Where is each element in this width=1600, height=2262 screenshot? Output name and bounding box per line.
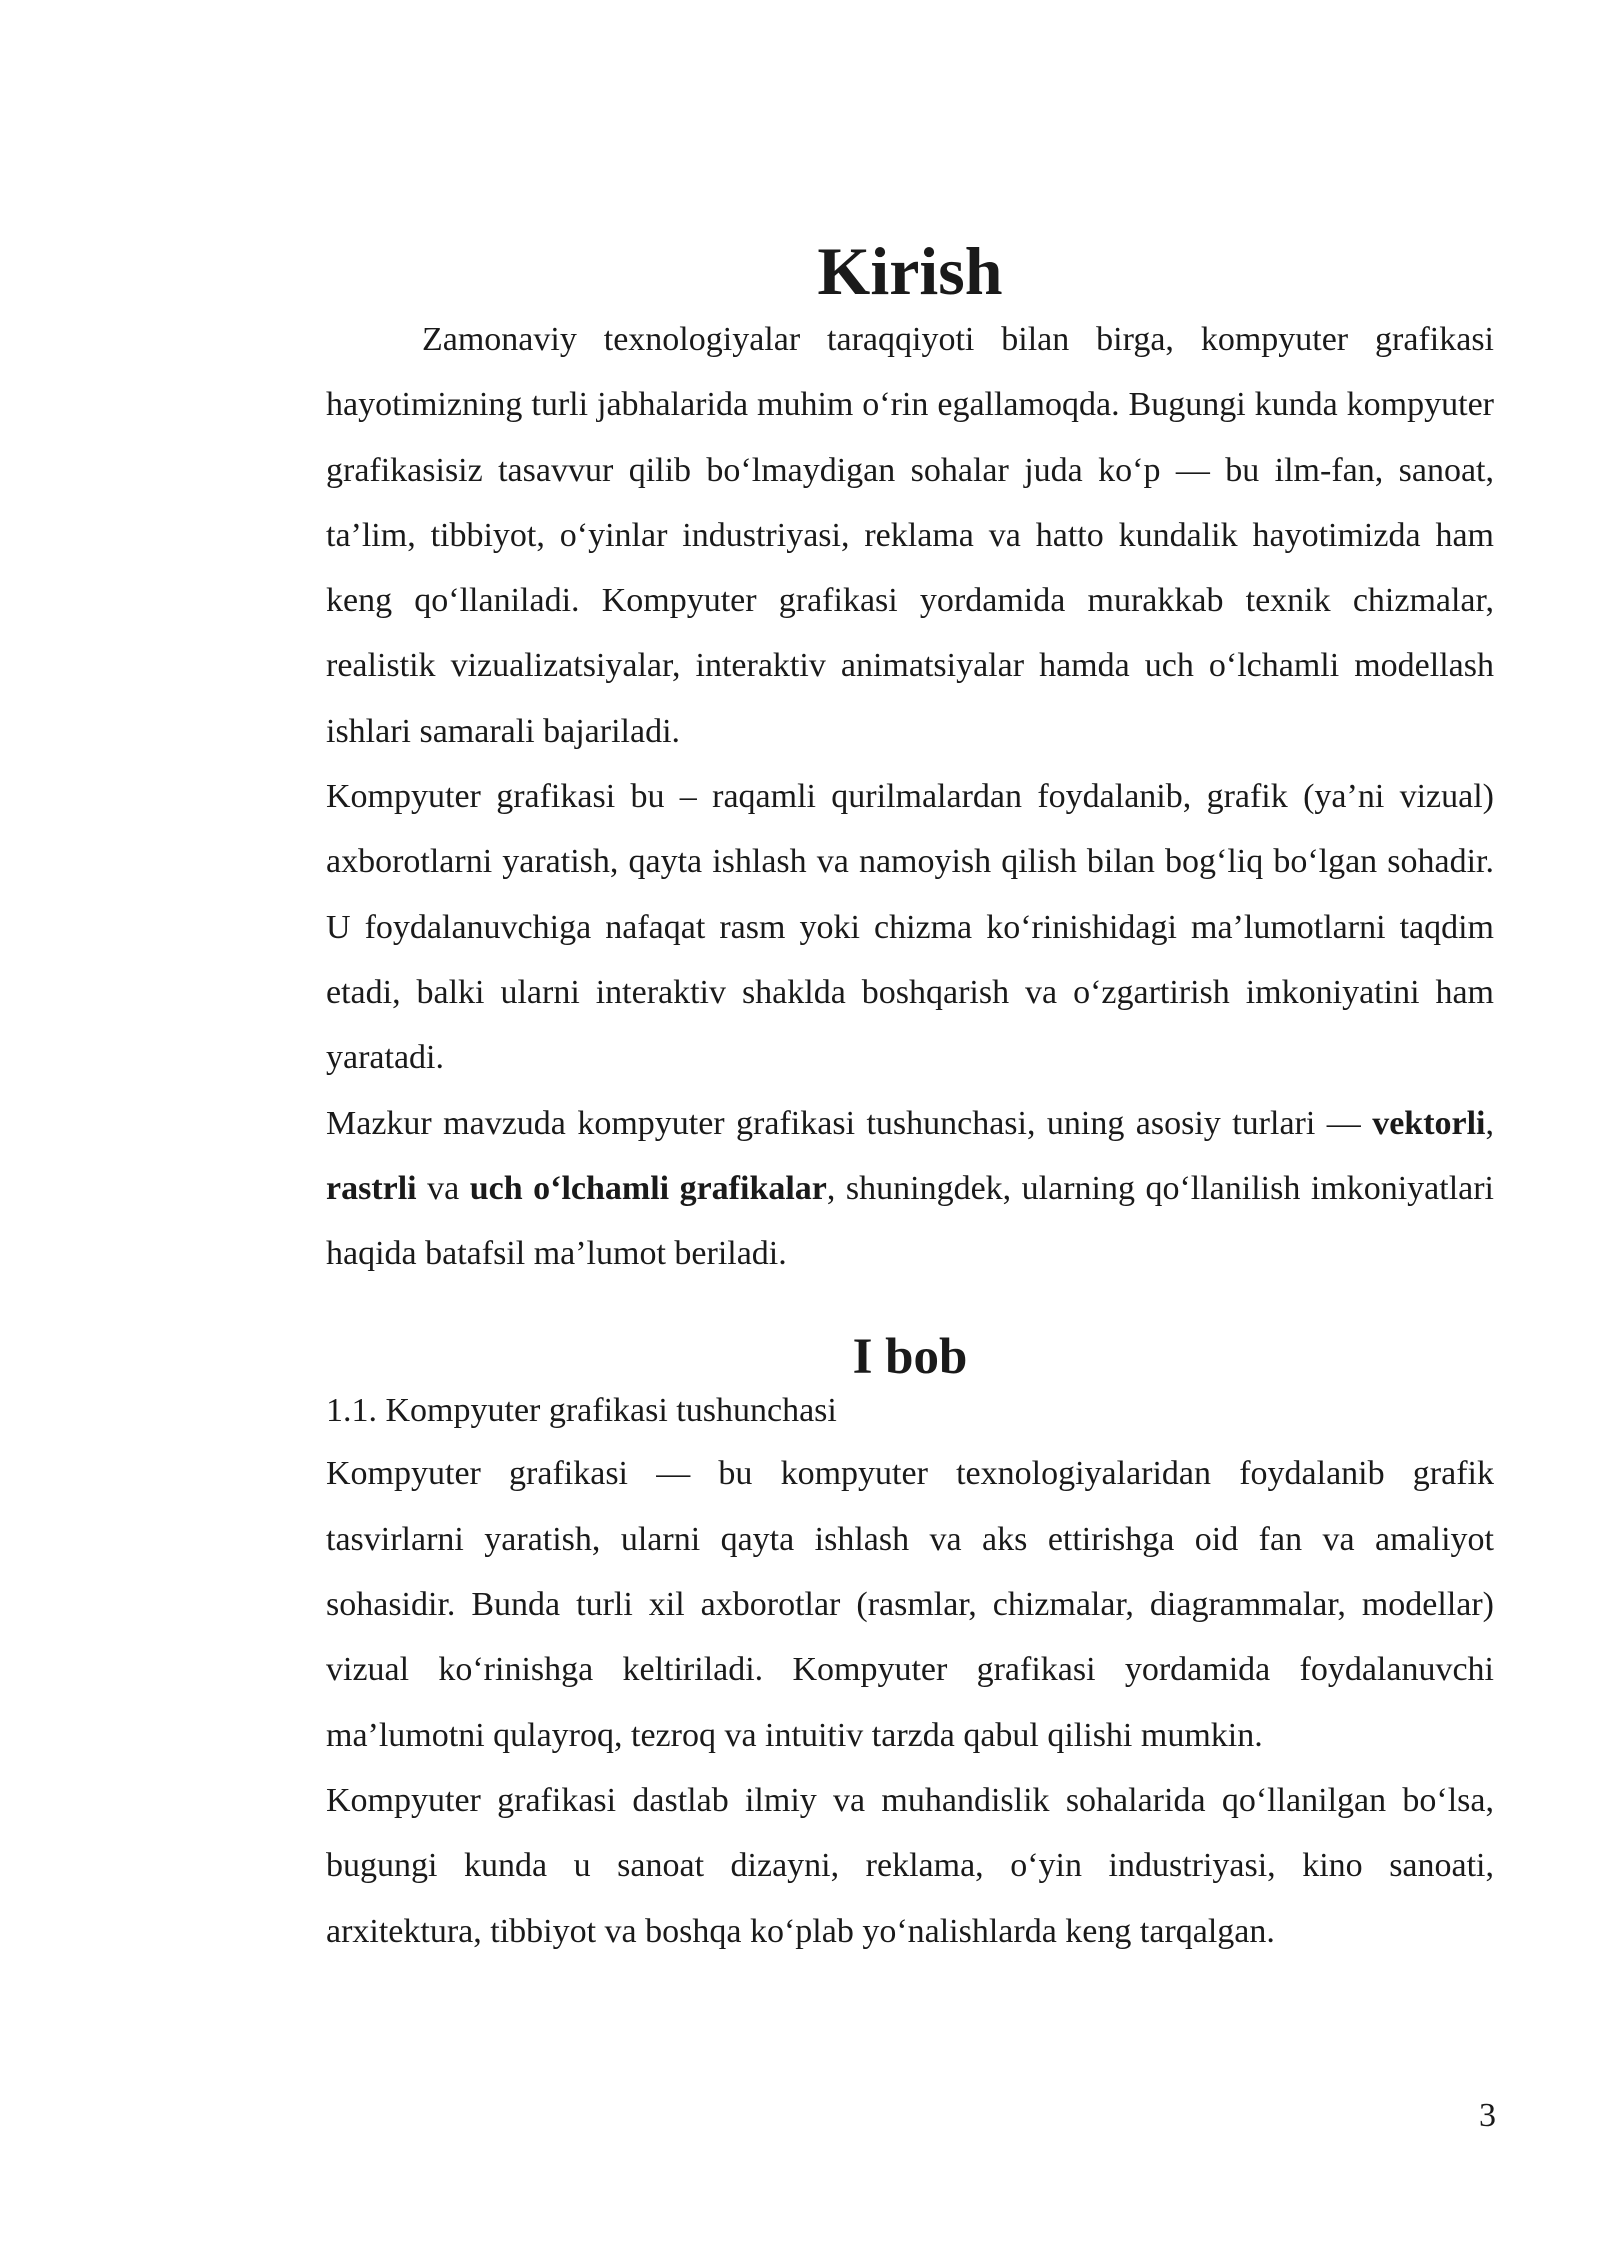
intro-paragraph-3 — [326, 1091, 1494, 1287]
intro-paragraph-3-start: Mazkur mavzuda kompyuter grafikasi tushunchasi, uning asosiy turlari — — [326, 1104, 1373, 1142]
page-number: 3 — [1479, 2097, 1496, 2134]
intro-paragraph-3-end: , shuningdek, ularning qo‘llanilish imkoniyatlari haqida batafsil ma’lumot beriladi. — [326, 1169, 1494, 1273]
intro-paragraph-3-sep-2: va — [416, 1169, 470, 1207]
term-vektorli: vektorli — [1372, 1104, 1486, 1142]
term-rastrli: rastrli — [326, 1169, 417, 1207]
chapter-paragraph-2: Kompyuter grafikasi dastlab ilmiy va muhandislik sohalarida qo‘llanilgan bo‘lsa, bugungi kunda u sanoat dizayni, reklama, o‘yin industriyasi, kino sanoati, arxitektura, tibbiyot va boshqa ko‘plab yo‘nalishlarda keng tarqalgan. — [326, 1781, 1494, 1950]
page-title: Kirish — [817, 233, 1003, 309]
intro-paragraph-1: Zamonaviy texnologiyalar taraqqiyoti bilan birga, kompyuter grafikasi hayotimizning turli jabhalarida muhim o‘rin egallamoqda. Bugungi kunda kompyuter grafikasisiz tasavvur qilib bo‘lmaydigan sohalar juda ko‘p — bu ilm-fan, sanoat, ta’lim, tibbiyot, o‘yinlar industriyasi, reklama va hatto kundalik hayotimizda ham keng qo‘llaniladi. Kompyuter grafikasi yordamida murakkab texnik chizmalar, realistik vizualizatsiyalar, interaktiv animatsiyalar hamda uch o‘lchamli modellash ishlari samarali bajariladi. — [326, 321, 1494, 750]
page-content — [326, 233, 1494, 1964]
chapter-paragraph-1: Kompyuter grafikasi — bu kompyuter texnologiyalaridan foydalanib grafik tasvirlarni yaratish, ularni qayta ishlash va aks ettirishga oid fan va amaliyot sohasidir. Bunda turli xil axborotlar (rasmlar, chizmalar, diagrammalar, modellar) vizual ko‘rinishga keltiriladi. Kompyuter grafikasi yordamida foydalanuvchi ma’lumotni qulayroq, tezroq va intuitiv tarzda qabul qilishi mumkin. — [326, 1455, 1494, 1754]
chapter-title: I bob — [852, 1329, 968, 1386]
section-title: 1.1. Kompyuter grafikasi tushunchasi — [326, 1392, 837, 1430]
intro-paragraph-2: Kompyuter grafikasi bu – raqamli qurilmalardan foydalanib, grafik (ya’ni vizual) axborotlarni yaratish, qayta ishlash va namoyish qilish bilan bog‘liq bo‘lgan sohadir. U foydalanuvchiga nafaqat rasm yoki chizma ko‘rinishidagi ma’lumotlarni taqdim etadi, balki ularni interaktiv shaklda boshqarish va o‘zgartirish imkoniyatini ham yaratadi. — [326, 778, 1494, 1077]
term-uch-olchamli-grafikalar: uch o‘lchamli grafikalar — [469, 1169, 827, 1207]
intro-paragraph-3-sep-1: , — [1485, 1104, 1494, 1142]
